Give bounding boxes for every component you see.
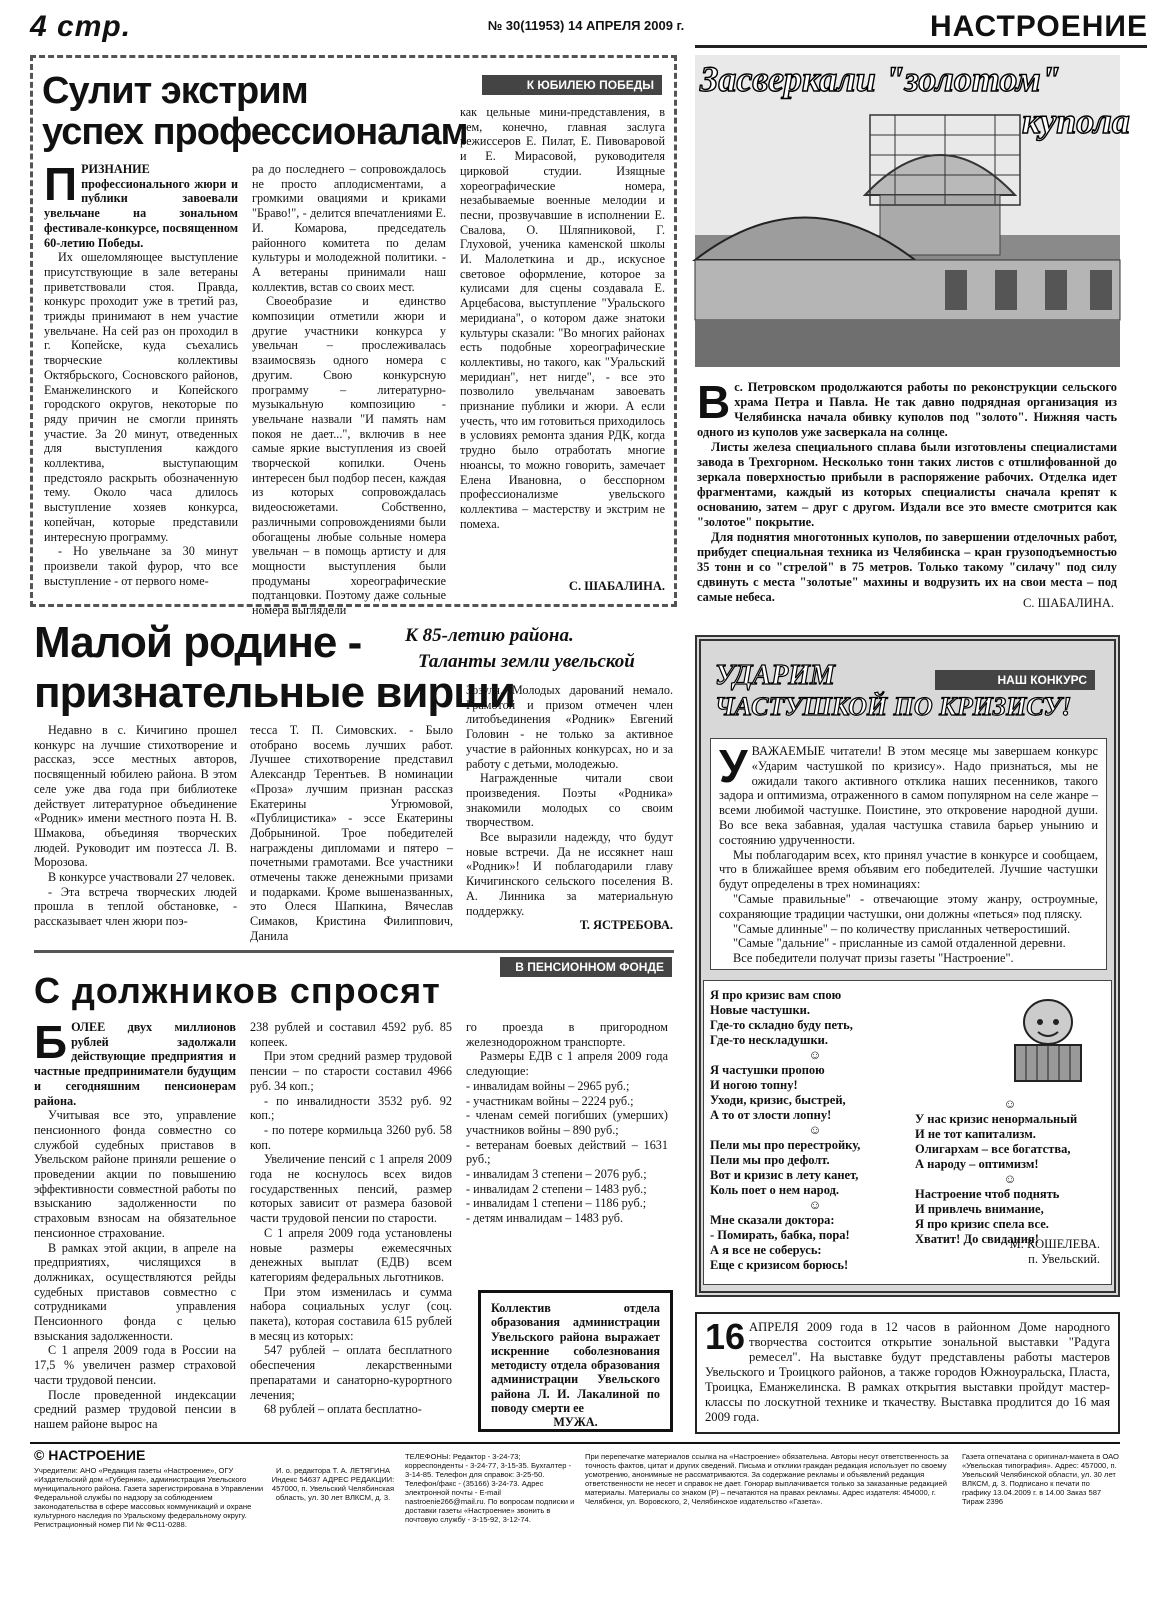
article-column	[34, 723, 237, 933]
poem-line: Настроение чтоб поднять	[915, 1187, 1060, 1201]
article-title: Сулит экстрим	[42, 70, 308, 112]
poem-line: Я про кризис вам спою	[710, 988, 842, 1002]
poem-line: А я все не соберусь:	[710, 1243, 822, 1257]
footer-editor: И. о. редактора Т. А. ЛЕТЯГИНА Индекс 54637 АДРЕС РЕДАКЦИИ: 457000, п. Увельский Челябинская область, ул. 30 лет ВЛКСМ, д. 3.	[271, 1466, 395, 1502]
article-kicker: НАШ КОНКУРС	[935, 670, 1095, 690]
drop-cap: Б	[34, 1016, 68, 1068]
poem-line: Пели мы про перестройку,	[710, 1138, 861, 1152]
paragraph: "Самые длинные" – по количеству присланных четверостиший.	[733, 921, 1071, 936]
footer-rule	[30, 1442, 1120, 1444]
poem-line: И ногою топну!	[710, 1078, 798, 1092]
poem-line: Еще с кризисом борюсь!	[710, 1258, 849, 1272]
paragraph: 547 рублей – оплата бесплатного обеспечения лекарственными препаратами и санаторно-курортного лечения;	[250, 1343, 452, 1402]
drop-cap: П	[44, 158, 78, 210]
author-signature: Т. ЯСТРЕБОВА.	[579, 918, 673, 932]
paragraph: Учитывая все это, управление пенсионного фонда совместно со службой судебных приставов в Увельском районе приняли решение о проведении акции по повышению эффективности совместной работы по взысканию задолженности по страховым взносам на обязательное пенсионное страхование.	[34, 1108, 236, 1240]
paragraph: 68 рублей – оплата бесплатно-	[264, 1402, 422, 1417]
poem-line: Я про кризис спела все.	[915, 1217, 1049, 1231]
paragraph: ра до последнего – сопровождалось не просто аплодисментами, а громкими овациями и криками "Браво!", - делится впечатлениями Е. И. Комарова, председатель районного комитета по делам культуры и молодежной политики. - А ветераны принимали наш коллектив, встав со своих мест.	[252, 162, 446, 294]
lead-paragraph: РИЗНАНИЕ профессионального жюри и публики завоевали увельчане на зональном фестивале-конкурсе, посвященном 60-летию Победы.	[44, 162, 238, 250]
list-item: - участникам войны – 2224 руб.;	[466, 1093, 634, 1108]
poem-line: А то от злости лопну!	[710, 1108, 832, 1122]
exhibition-notice	[695, 1312, 1120, 1434]
paragraph: С 1 апреля 2009 года в России на 17,5 % увеличен размер страховой части трудовой пенсии.	[34, 1343, 236, 1387]
paragraph: Листы железа специального сплава были изготовлены специалистами завода в Трехгорном. Несколько тонн таких листов с отшлифованной до зеркала поверхностью прибыли в распоряжение рабочих. Отделка идет фрагментами, каждый из которых специалисты сначала крепят к основанию, затем – друг с другом. Издали все это вместе смотрится как "золотое" покрытие.	[697, 440, 1117, 529]
author-place: п. Увельский.	[1028, 1252, 1100, 1266]
poem-line: Олигархам – все богатства,	[915, 1142, 1071, 1156]
article-title: УДАРИМ	[715, 660, 835, 691]
article-kicker: К 85-летию района.	[405, 625, 574, 646]
article-title: С должников спросят	[34, 970, 441, 1011]
article-title-line2: ЧАСТУШКОЙ ПО КРИЗИСУ!	[715, 692, 1072, 721]
author-signature: С. ШАБАЛИНА.	[1023, 596, 1114, 610]
article-column	[250, 1020, 452, 1438]
poem-line: Я частушки пропою	[710, 1063, 825, 1077]
chastushki-left	[710, 988, 920, 1273]
article-kicker-line2: Таланты земли увельской	[418, 651, 635, 672]
paragraph: Мы поблагодарим всех, кто принял участие в конкурсе и сообщаем, что в ближайшее время объявим его победителей. Лучшие частушки будут определены в трех номинациях:	[719, 847, 1098, 892]
poem-line: Уходи, кризис, быстрей,	[710, 1093, 846, 1107]
poem-line: Мне сказали доктора:	[710, 1213, 835, 1227]
list-item: - инвалидам 1 степени – 1186 руб.;	[466, 1196, 647, 1211]
paragraph: - по потере кормильца 3260 руб. 58 коп.	[250, 1122, 452, 1152]
smiley-icon: ☺	[808, 1123, 822, 1137]
paragraph: ВАЖАЕМЫЕ читатели! В этом месяце мы завершаем конкурс «Ударим частушкой по кризису». Надо признаться, мы не ожидали такого активного отклика наших песенников, такого задора и оптимизма, отраженного в самом популярном на селе жанре – всеми любимой частушке. Поистине, это откровение народной души. Во все века забавная, удалая частушка ставила барьер унынию и состоянию удрученности.	[719, 744, 1098, 847]
list-item: - инвалидам войны – 2965 руб.;	[466, 1078, 630, 1093]
paragraph: Для поднятия многотонных куполов, по завершении отделочных работ, прибудет специальная техника из Челябинска – кран грузоподъемностью 35 тонн и со "стрелой" в 75 метров. Только такому "силачу" под силу сдвинуть с места "золотые" махины и водрузить их на свои места – под самые небеса.	[697, 530, 1117, 604]
issue-line: № 30(11953) 14 АПРЕЛЯ 2009 г.	[487, 18, 685, 33]
paragraph: 238 рублей и составил 4592 руб. 85 копеек.	[250, 1020, 452, 1049]
paragraph: После проведенной индексации средний размер трудовой пенсии в нашем районе вырос на	[34, 1387, 236, 1431]
smiley-icon: ☺	[1003, 1172, 1017, 1186]
paragraph: го проезда в пригородном железнодорожном транспорте.	[466, 1020, 668, 1049]
paragraph: "Самые правильные" - отвечающие этому жанру, остроумные, сохраняющие традиции частушки, они должны «петься» под пляску.	[719, 891, 1098, 921]
poem-line: Вот и кризис в лету канет,	[710, 1168, 859, 1182]
article-column	[44, 158, 238, 602]
paragraph: Все победители получат призы газеты "Настроение".	[733, 951, 1014, 966]
chastushki-right	[915, 1097, 1105, 1247]
drop-cap: У	[719, 740, 748, 792]
smiley-icon: ☺	[808, 1048, 822, 1062]
contest-announcement	[710, 738, 1107, 970]
paragraph: Награжденные читали свои произведения. Поэты «Родника» знакомили молодых со своим творчеством.	[466, 771, 673, 830]
accordion-player-illustration	[990, 990, 1105, 1090]
poem-line: Коль поет о нем народ.	[710, 1183, 840, 1197]
paragraph: В рамках этой акции, в апреле на предприятиях, числящихся в должниках, осуществляются рейды судебных приставов совместно с сотрудниками управления Пенсионного фонда с целью взыскания задолженности.	[34, 1240, 236, 1343]
condolence-box	[478, 1290, 673, 1432]
paragraph: тесса Т. П. Симовских. - Было отобрано восемь лучших работ. Лучшее стихотворение представил Александр Терентьев. В номинации «Проза» лучшим признан рассказ Екатерины Угрюмовой, «Публицистика» - эссе Екатерины Добрыниной. Трое победителей награждены дипломами и пятеро – почетными грамотами. Все участники отмечены также денежными призами и подарками. Кроме вышеназванных, это Олеся Шапкина, Вячеслав Симаков, Кристина Филиппович, Данила	[250, 723, 453, 943]
paragraph: Зозуля. Молодых дарований немало. Грамотой и призом отмечен член литобъединения «Родник» Евгений Головин - не только за активное участие в районных конкурсах, но и за работу с детьми, молодежью.	[466, 683, 673, 771]
poem-line: Где-то нескладушки.	[710, 1033, 828, 1047]
paragraph: как цельные мини-представления, в чем, конечно, главная заслуга режиссеров Е. Пилат, Е. Пивоваровой и Е. Мирасовой, руководителя цирковой студии. Изящные хореографические номера, незабываемые военные мелодии и песни, прозвучавшие в исполнении Е. Свалова, О. Шляпниковой, Г. Глуховой, ученика каменской школы И. Малолеткина и др., искусное световое оформление, которое за кулисами для сцены создавала Е. Арцебасова, выступление "Уральского меридиана", о котором даже знатоки культуры сказали: "Во многих районах есть подобные хореографические коллективы, но такого, как "Уральский меридиан", нет нигде", - все это позволило увельчанам завоевать признание публики и жюри. А если учесть, что им готовиться приходилось в условиях ремонта здания РДК, когда трудно было отработать многие нюансы, то можно говорить, замечает Елена Ивановна, о бесспорном профессионализме увельского коллектива – мастерству и экстрим не помеха.	[460, 105, 665, 531]
list-item: - инвалидам 3 степени – 2076 руб.;	[466, 1167, 647, 1182]
paragraph: Увеличение пенсий с 1 апреля 2009 года не коснулось всех видов государственных пенсий, размер которых зависит от размера базовой части трудовой пенсии по старости.	[250, 1152, 452, 1226]
paragraph: Их ошеломляющее выступление присутствующие в зале ветераны приветствовали стоя. Правда, конкурс проходит уже в третий раз, трижды принимают в нем участие увельчане. На сей раз он проходил в г. Копейске, куда съехались творческие коллективы Октябрьского, Сосновского районов, Еманжелинского и Копейского городского округов, некоторые по ряду причин не смогли принять участие. За 20 минут, отведенных для выступления каждого коллектива, выступающим предстояло раскрыть обозначенную тему. Около часа длилось выступление хозяев конкурса, копейчан, которые представили интересную программу.	[44, 250, 238, 544]
article-column	[460, 105, 665, 573]
poem-line: Хватит! До свидания!	[915, 1232, 1039, 1246]
footer-legal: При перепечатке материалов ссылка на «Настроение» обязательна. Авторы несут ответственность за точность фактов, цитат и других сведений. Письма и отклики граждан редакция использует по своему усмотрению, анонимные не рассматриваются. За содержание рекламы и объявлений редакция ответственности не несет и справок не дает. Гонорар выплачивается только за заказанные редакцией материалы. Материалы со знаком (Р) – печатаются на правах рекламы. Адрес издателя: 454000, г. Челябинск, ул. Воровского, 2, Челябинское издательство «Газета».	[585, 1452, 949, 1506]
paragraph: Недавно в с. Кичигино прошел конкурс на лучшие стихотворение и рассказ, эссе местных авторов, посвященный юбилею района. В этом селе уже два года при библиотеке действует литературное объединение «Родник» имени местного поэта Н. В. Шмакова, объединяя творческих людей. Руководит им поэтесса Л. В. Морозова.	[34, 723, 237, 870]
poem-line: И привлечь внимание,	[915, 1202, 1044, 1216]
paragraph: С 1 апреля 2009 года установлены новые размеры ежемесячных денежных выплат (ЕДВ) всем категориям федеральных льготников.	[250, 1225, 452, 1284]
article-kicker: К ЮБИЛЕЮ ПОБЕДЫ	[482, 75, 662, 95]
smiley-icon: ☺	[1003, 1097, 1017, 1111]
poem-line: Пели мы про дефолт.	[710, 1153, 830, 1167]
lead-paragraph: ОЛЕЕ двух миллионов рублей задолжали действующие предприятия и частные предприниматели будущим и сегодняшним пенсионерам района.	[34, 1020, 236, 1108]
page-number: 4 стр.	[30, 10, 132, 43]
poem-line: И не тот капитализм.	[915, 1127, 1036, 1141]
list-item: - ветеранам боевых действий – 1631 руб.;	[466, 1137, 668, 1167]
footer-founders: Учредители: АНО «Редакция газеты «Настроение», ОГУ «Издательский дом «Губерния», администрация Увельского муниципального района. Газета зарегистрирована в Управлении Федеральной службы по надзору за соблюдением законодательства в сфере массовых коммуникаций и охране культурного наследия по Уральскому федеральному округу. Регистрационный номер ПИ № ФС11-0288.	[34, 1466, 264, 1529]
smiley-icon: ☺	[808, 1198, 822, 1212]
paragraph: Размеры ЕДВ с 1 апреля 2009 года следующие:	[466, 1049, 668, 1079]
paragraph: В конкурсе участвовали 27 человек.	[48, 870, 235, 885]
section-rule	[34, 950, 674, 953]
poem-line: - Помирать, бабка, пора!	[710, 1228, 850, 1242]
brand-rule	[695, 45, 1147, 48]
article-title: Малой родине -	[34, 618, 362, 667]
paragraph: Своеобразие и единство композиции отметили жюри и другие участники конкурса у увельчан – прослеживалась взаимосвязь одного номера с другим. Свою конкурсную программу – литературно-музыкальную композицию - увельчане назвали "И память нам покоя не дает...", включив в нее самые яркие выступления из своей творческой копилки. Очень интересен был подбор песен, каждая из которых сопровождалась видеосюжетами. Собственно, различными сопровождениями были обогащены любые сольные номера увельчан – в помощь артисту и для мощности выступления были продуманы хореографические подтанцовки. Поэтому даже сольные номера выглядели	[252, 294, 446, 618]
footer-phones: ТЕЛЕФОНЫ: Редактор - 3-24-73; корреспонденты - 3-24-77, 3-15-35. Бухгалтер - 3-14-85. Телефон для справок: 3-25-50. Телефон/факс - (35166) 3-24-73. Адрес электронной почты - E-mail nastroenie266@mail.ru. По вопросам подписки и доставки газеты «Настроение» звонить в почтовую службу - 3-15-92, 3-12-74.	[405, 1452, 575, 1524]
poem-line: Где-то складно буду петь,	[710, 1018, 853, 1032]
paragraph: - Но увельчане за 30 минут произвели такой фурор, что все выступление - от первого номе-	[44, 544, 238, 588]
condolence-text: Коллектив отдела образования администрации Увельского района выражает искренние соболезнования методисту отдела образования администрации Увельского района Л. И. Лакалиной по поводу смерти ее	[491, 1301, 660, 1416]
author-signature: С. ШАБАЛИНА.	[568, 579, 665, 593]
edv-list	[466, 1079, 668, 1226]
paragraph: Все выразили надежду, что будут новые встречи. Да не иссякнет наш «Родник»! И поблагодарили главу Кичигинского сельского поселения В. А. Линника за материальную поддержку.	[466, 830, 673, 918]
poem-line: Новые частушки.	[710, 1003, 810, 1017]
article-title-line2: успех профессионалам	[42, 111, 468, 153]
notice-text: АПРЕЛЯ 2009 года в 12 часов в районном Доме народного творчества состоится открытие зональной выставки "Радуга ремесел". На выставке будут представлены работы мастеров Увельского и Троицкого районов, а также городов Южноуральска, Пласта, Троицка, Еманжелинска. В рамках открытия выставки пройдут мастер-классы по лоскутной технике и ткачеству. Выставка продлится до 16 мая 2009 года.	[705, 1320, 1110, 1424]
newspaper-brand: НАСТРОЕНИЕ	[929, 10, 1148, 43]
list-item: - членам семей погибших (умерших) участников войны – 890 руб.;	[466, 1108, 668, 1137]
author-signature: М. КОШЕЛЕВА.	[1009, 1237, 1100, 1251]
poem-signature	[930, 1237, 1100, 1267]
list-item: - инвалидам 2 степени – 1483 руб.;	[466, 1181, 647, 1196]
article-kicker: В ПЕНСИОННОМ ФОНДЕ	[500, 957, 672, 977]
list-item: - детям инвалидам – 1483 руб.	[466, 1211, 624, 1226]
drop-cap: В	[697, 376, 731, 428]
article-title: Засверкали "золотом"	[700, 59, 1061, 99]
paragraph: "Самые "дальние" - присланные из самой отдаленной деревни.	[733, 936, 1066, 951]
poem-line: А народу – оптимизм!	[915, 1157, 1039, 1171]
article-title-line2: купола	[1022, 101, 1130, 141]
poem-line: У нас кризис ненормальный	[915, 1112, 1078, 1126]
article-column	[252, 162, 446, 618]
paragraph: При этом средний размер трудовой пенсии – по старости составил 4966 руб. 34 коп.;	[250, 1049, 452, 1093]
paragraph: При этом изменилась и сумма набора социальных услуг (соц. пакета), которая составила 615 рублей в месяц из которых:	[250, 1284, 452, 1343]
article-column	[466, 1020, 668, 1270]
article-column	[250, 723, 453, 943]
article-column	[34, 1016, 236, 1438]
paragraph: с. Петровском продолжаются работы по реконструкции сельского храма Петра и Павла. Не так давно подрядная организация из Челябинска начала обивку куполов под "золото". Нижняя часть одного из куполов уже засверкала на солнце.	[697, 380, 1117, 439]
paragraph: - Эта встреча творческих людей прошла в теплой обстановке, - рассказывает член жюри поэ-	[34, 884, 237, 929]
footer-logo: © НАСТРОЕНИЕ	[34, 1447, 146, 1463]
article-column	[466, 683, 673, 918]
drop-cap: 16	[705, 1316, 746, 1357]
condolence-sign: МУЖА.	[553, 1415, 598, 1430]
footer-printing: Газета отпечатана с оригинал-макета в ОАО «Увельская типография». Адрес: 457000, п. Увельский Челябинской области, ул. 30 лет ВЛКСМ, д. 3. Подписано к печати по графику 13.04.2009 г. в 14.00 Заказ 587 Тираж 2396	[962, 1452, 1119, 1506]
article-title-line2: признательные вирши	[34, 668, 515, 717]
paragraph: - по инвалидности 3532 руб. 92 коп.;	[250, 1093, 452, 1123]
